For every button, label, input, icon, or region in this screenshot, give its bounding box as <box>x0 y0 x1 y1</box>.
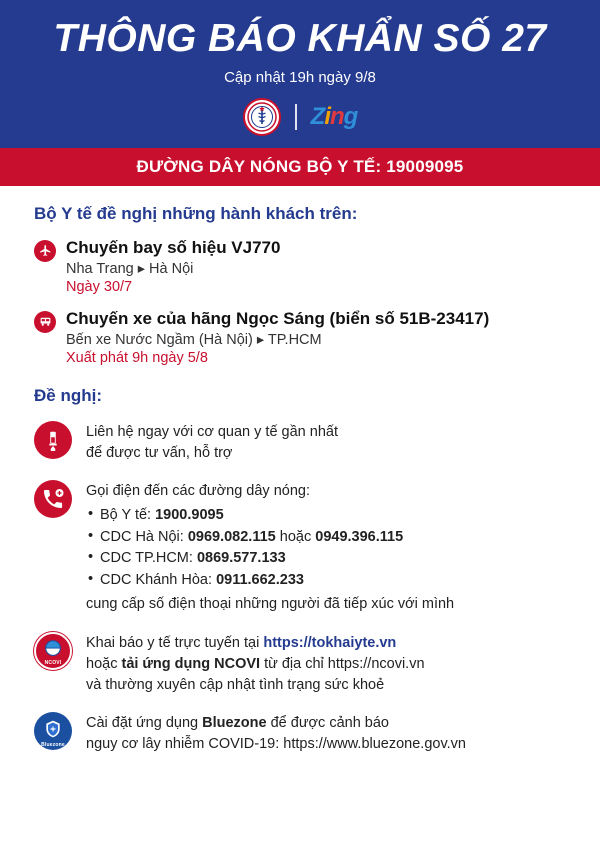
hotline-label: Bộ Y tế: <box>100 506 152 523</box>
hotline-intro: Gọi điện đến các đường dây nóng: <box>86 482 310 499</box>
zing-logo-n: n <box>330 102 344 130</box>
advice-text <box>86 631 572 696</box>
header <box>0 0 600 148</box>
hotline-label: CDC Khánh Hòa: <box>100 572 213 589</box>
hotline-footer: cung cấp số điện thoại những người đã tiếp xúc với mình <box>86 595 455 612</box>
list-item <box>86 548 572 570</box>
logo-row <box>0 96 600 138</box>
tokhaiyte-link[interactable]: https://tokhaiyte.vn <box>263 634 397 651</box>
page-title: THÔNG BÁO KHẨN SỐ 27 <box>53 17 547 60</box>
trip-body <box>66 238 572 295</box>
hotline-label: CDC TP.HCM: <box>100 550 193 567</box>
ncovi-line-2-post: từ địa chỉ https://ncovi.vn <box>260 655 425 672</box>
list-item <box>86 505 572 527</box>
hotline-label: CDC Hà Nội: <box>100 528 184 545</box>
ncovi-line-2-bold: tải ứng dụng NCOVI <box>121 655 261 672</box>
hotline-number-alt: 0949.396.115 <box>315 528 404 545</box>
hotline-number: 0969.082.115 <box>187 528 276 545</box>
advice-line-2: để được tư vấn, hỗ trợ <box>86 444 233 461</box>
bluezone-line-1-bold: Bluezone <box>202 714 267 731</box>
ncovi-app-icon <box>34 632 72 670</box>
hotline-number: 1900.9095 <box>155 506 224 523</box>
trip-route: Bến xe Nước Ngầm (Hà Nội) ▸ TP.HCM <box>66 331 322 348</box>
ministry-of-health-logo-icon <box>243 98 281 136</box>
ncovi-line-1 <box>86 633 572 654</box>
advice-text <box>86 420 572 464</box>
trip-route: Nha Trang ▸ Hà Nội <box>66 260 194 277</box>
advice-line-1: Liên hệ ngay với cơ quan y tế gần nhất <box>86 423 338 440</box>
advice-title: Đề nghị: <box>34 385 102 405</box>
trip-date: Ngày 30/7 <box>66 278 133 295</box>
advice-text <box>86 479 572 616</box>
hotline-number: 0869.577.133 <box>196 550 286 567</box>
bluezone-app-icon <box>34 712 72 750</box>
zing-logo <box>311 103 358 131</box>
advice-text <box>86 711 572 755</box>
advice-item-hotlines <box>34 479 572 616</box>
ncovi-line-1-pre: Khai báo y tế trực tuyến tại <box>86 634 264 651</box>
ncovi-line-2-pre: hoặc <box>86 655 122 672</box>
content <box>0 186 600 755</box>
bluezone-line-1-post: để được cảnh báo <box>266 714 389 731</box>
bus-icon <box>34 311 56 333</box>
bluezone-icon-label: Bluezone <box>41 741 65 748</box>
zing-logo-g: g <box>343 102 358 130</box>
ncovi-icon-label: NCOVI <box>44 659 62 666</box>
trip-body <box>66 309 572 366</box>
trip-headline: Chuyến xe của hãng Ngọc Sáng (biển số 51B-23417) <box>66 308 490 328</box>
header-subtitle: Cập nhật 19h ngày 9/8 <box>224 68 376 86</box>
intro-title: Bộ Y tế đề nghị những hành khách trên: <box>34 203 358 223</box>
list-item <box>86 527 572 549</box>
zing-logo-z: Z <box>310 102 325 130</box>
trip-headline: Chuyến bay số hiệu VJ770 <box>66 237 281 257</box>
trip-date: Xuất phát 9h ngày 5/8 <box>66 349 208 366</box>
ncovi-line-2 <box>86 654 572 675</box>
airplane-icon <box>34 240 56 262</box>
bluezone-line-1 <box>86 713 572 734</box>
trip-item-bus <box>34 309 572 366</box>
trip-item-flight <box>34 238 572 295</box>
list-item <box>86 570 572 592</box>
logo-divider <box>295 104 297 130</box>
hotline-separator: hoặc <box>279 528 312 545</box>
advice-item-ncovi <box>34 631 572 696</box>
bluezone-line-2: nguy cơ lây nhiễm COVID-19: https://www.bluezone.gov.vn <box>86 735 466 752</box>
hotline-list <box>86 505 572 592</box>
phone-call-icon <box>34 480 72 518</box>
zing-logo-i: i <box>324 102 330 130</box>
bluezone-line-1-pre: Cài đặt ứng dụng <box>86 714 203 731</box>
advice-item-bluezone <box>34 711 572 755</box>
advice-item-contact-health-authority <box>34 420 572 464</box>
blood-test-icon <box>34 421 72 459</box>
ncovi-line-3: và thường xuyên cập nhật tình trạng sức khoẻ <box>86 676 385 693</box>
hotline-banner: ĐƯỜNG DÂY NÓNG BỘ Y TẾ: 19009095 <box>0 148 600 186</box>
hotline-number: 0911.662.233 <box>216 572 304 589</box>
